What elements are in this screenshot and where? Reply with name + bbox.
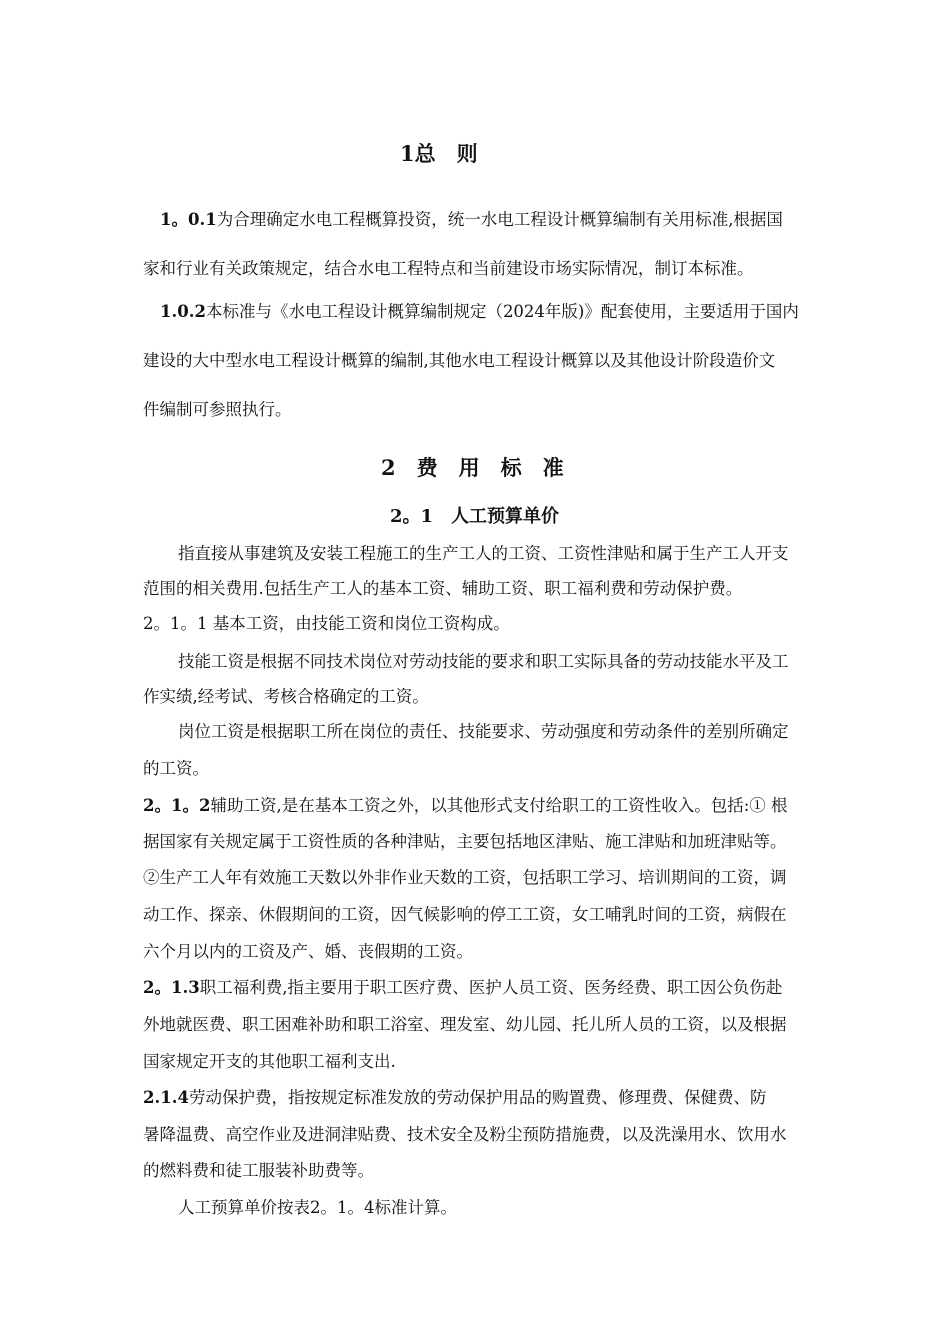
post-wage-line1: 岗位工资是根据职工所在岗位的责任、技能要求、劳动强度和劳动条件的差别所确定 [178, 722, 789, 741]
chapter-2-title: 2 费 用 标 准 [381, 455, 564, 480]
clause-2-1-4-line3: 的燃料费和徒工服装补助费等。 [143, 1161, 374, 1180]
clause-number: 1。0.1 [160, 210, 217, 229]
clause-2-1-2-line3: ②生产工人年有效施工天数以外非作业天数的工资，包括职工学习、培训期间的工资，调 [143, 868, 787, 887]
clause-2-1-2-line2: 据国家有关规定属于工资性质的各种津贴，主要包括地区津贴、施工津贴和加班津贴等。 [143, 832, 787, 851]
clause-2-1-3-line2: 外地就医费、职工困难补助和职工浴室、理发室、幼儿园、托儿所人员的工资，以及根据 [143, 1015, 787, 1034]
skill-wage-line1: 技能工资是根据不同技术岗位对劳动技能的要求和职工实际具备的劳动技能水平及工 [178, 652, 789, 671]
clause-2-1-2-line5: 六个月以内的工资及产、婚、丧假期的工资。 [143, 942, 473, 961]
intro-line1: 指直接从事建筑及安装工程施工的生产工人的工资、工资性津贴和属于生产工人开支 [178, 544, 789, 563]
clause-2-1-4-line1 [143, 1084, 766, 1108]
clause-text: 辅助工资,是在基本工资之外，以其他形式支付给职工的工资性收入。包括:① 根 [210, 796, 788, 815]
clause-1-0-2-line1 [160, 298, 799, 322]
post-wage-line2: 的工资。 [143, 759, 209, 778]
clause-number: 2。1。2 [143, 796, 211, 815]
clause-1-0-2-line3: 件编制可参照执行。 [143, 400, 292, 419]
skill-wage-line2: 作实绩,经考试、考核合格确定的工资。 [143, 687, 429, 706]
clause-2-1-3-line3: 国家规定开支的其他职工福利支出. [143, 1052, 396, 1071]
clause-2-1-2-line4: 动工作、探亲、休假期间的工资，因气候影响的停工工资，女工哺乳时间的工资，病假在 [143, 905, 787, 924]
clause-1-0-1-line2: 家和行业有关政策规定，结合水电工程特点和当前建设市场实际情况，制订本标准。 [143, 259, 754, 278]
intro-line2: 范围的相关费用.包括生产工人的基本工资、辅助工资、职工福利费和劳动保护费。 [143, 579, 743, 598]
clause-number: 1.0.2 [160, 302, 206, 321]
clause-number: 2。1.3 [143, 978, 200, 997]
clause-text: 职工福利费,指主要用于职工医疗费、医护人员工资、医务经费、职工因公负伤赴 [199, 978, 783, 997]
clause-2-1-2-line1 [143, 792, 788, 816]
section-2-1-title: 2。1 人工预算单价 [390, 506, 560, 527]
clause-text: 本标准与《水电工程设计概算编制规定（2024年版)》配套使用，主要适用于国内 [205, 302, 799, 321]
final-sentence: 人工预算单价按表2。1。4标准计算。 [178, 1198, 457, 1217]
clause-2-1-1: 2。1。1 基本工资，由技能工资和岗位工资构成。 [143, 614, 510, 633]
clause-2-1-4-line2: 暑降温费、高空作业及进洞津贴费、技术安全及粉尘预防措施费，以及洗澡用水、饮用水 [143, 1125, 787, 1144]
clause-1-0-2-line2: 建设的大中型水电工程设计概算的编制,其他水电工程设计概算以及其他设计阶段造价文 [143, 351, 776, 370]
clause-text: 为合理确定水电工程概算投资，统一水电工程设计概算编制有关用标准,根据国 [216, 210, 783, 229]
clause-1-0-1-line1 [160, 206, 783, 230]
clause-text: 劳动保护费，指按规定标准发放的劳动保护用品的购置费、修理费、保健费、防 [188, 1088, 767, 1107]
clause-2-1-3-line1 [143, 974, 782, 998]
chapter-1-title: 1总 则 [400, 141, 478, 166]
clause-number: 2.1.4 [143, 1088, 189, 1107]
